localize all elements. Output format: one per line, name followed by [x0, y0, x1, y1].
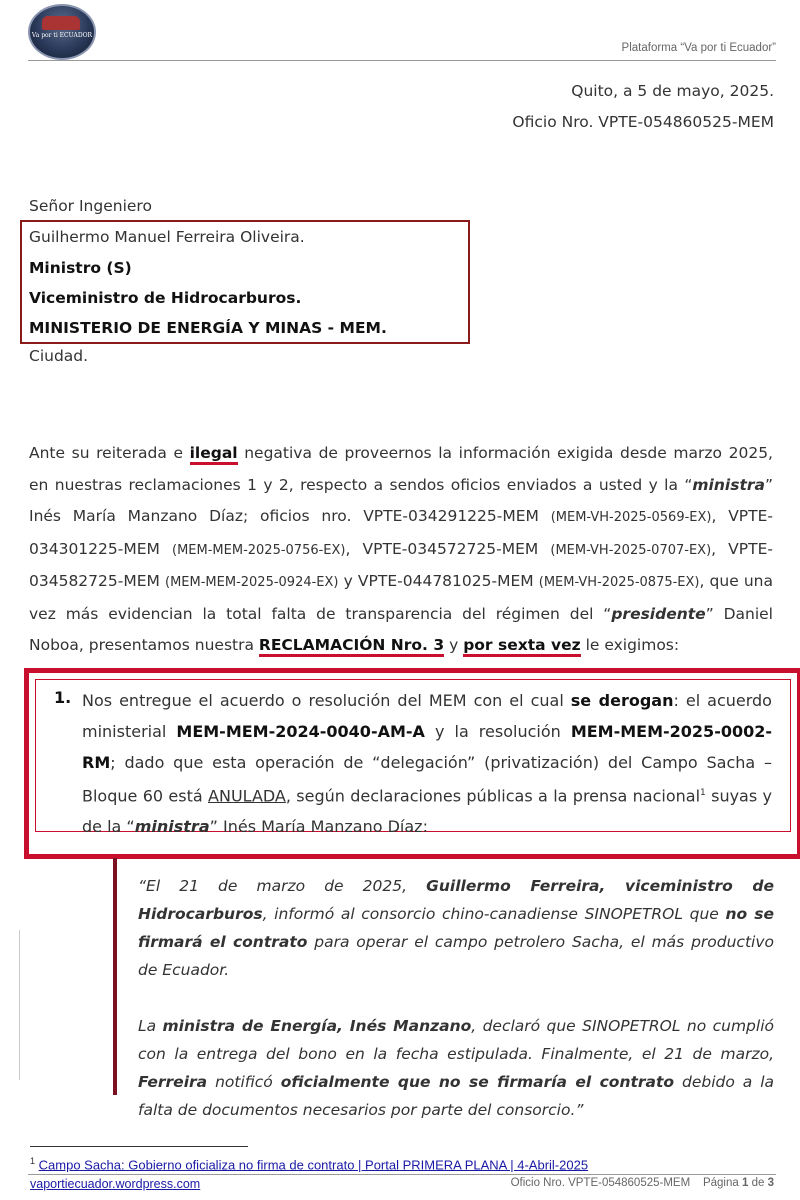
item-number: 1.	[54, 688, 72, 707]
footnote-ref[interactable]: 1	[700, 788, 706, 798]
footnote-divider	[30, 1146, 248, 1147]
recipient-city: Ciudad.	[29, 347, 89, 365]
ilegal-highlight: ilegal	[190, 444, 238, 465]
quote-paragraph-1: “El 21 de marzo de 2025, Guillermo Ferreira, viceministro de Hidrocarburos, informó al consorcio chino-canadiense SINOPETROL que no se firmará el contrato para operar el campo petrolero Sacha, el más productivo de Ecuador.	[138, 877, 774, 979]
footnote-link[interactable]: Campo Sacha: Gobierno oficializa no firma de contrato | Portal PRIMERA PLANA | 4-Abril-2025	[38, 1157, 589, 1173]
date-line: Quito, a 5 de mayo, 2025.	[571, 82, 774, 100]
logo-text: Va por ti ECUADOR	[31, 32, 93, 39]
recipient-name: Guilhermo Manuel Ferreira Oliveira.	[29, 228, 305, 246]
body-paragraph: Ante su reiterada e ilegal negativa de proveernos la información exigida desde marzo 2025, en nuestras reclamaciones 1 y 2, respecto a sendos oficios enviados a usted y la “ministra” Inés María Manzano Díaz; oficios nro. VPTE-034291225-MEM (MEM-VH-2025-0569-EX), VPTE-034301225-MEM (MEM-MEM-2025-0756-EX), VPTE-034572725-MEM (MEM-VH-2025-0707-EX), VPTE-034582725-MEM (MEM-MEM-2025-0924-EX) y VPTE-044781025-MEM (MEM-VH-2025-0875-EX), que una vez más evidencian la total falta de transparencia del régimen del “presidente” Daniel Noboa, presentamos nuestra RECLAMACIÓN Nro. 3 y por sexta vez le exigimos:	[29, 438, 773, 662]
header-divider	[28, 60, 776, 61]
salutation: Señor Ingeniero	[29, 197, 152, 215]
press-quote	[138, 872, 774, 1124]
demand-text: Nos entregue el acuerdo o resolución del MEM con el cual se derogan: el acuerdo ministerial MEM-MEM-2024-0040-AM-A y la resolución MEM-MEM-2025-0002-RM; dado que esta operación de “delegación” (privatización) del Campo Sacha – Bloque 60 está ANULADA, según declaraciones públicas a la prensa nacional$^1$ suyas y de la “ministra” Inés María Manzano Díaz:	[82, 691, 773, 837]
oficio-number: Oficio Nro. VPTE-054860525-MEM	[512, 113, 774, 131]
recipient-role-2: Viceministro de Hidrocarburos.	[29, 289, 302, 307]
logo	[28, 4, 96, 60]
reclamacion-highlight: RECLAMACIÓN Nro. 3	[259, 636, 444, 657]
footnote: $^1$ Campo Sacha: Gobierno oficializa no firma de contrato | Portal PRIMERA PLANA | 4-Abril-2025	[30, 1156, 589, 1173]
sexta-vez-highlight: por sexta vez	[463, 636, 580, 657]
quote-paragraph-2: La ministra de Energía, Inés Manzano, declaró que SINOPETROL no cumplió con la entrega del bono en la fecha estipulada. Finalmente, el 21 de marzo, Ferreira notificó oficialmente que no se firmaría el contrato debido a la falta de documentos necesarios por parte del consorcio.”	[138, 1017, 775, 1119]
logo-emblem	[42, 16, 80, 30]
platform-title: Plataforma “Va por ti Ecuador”	[621, 42, 776, 54]
quote-bar	[113, 858, 117, 1095]
footer-site-link[interactable]: vaportiecuador.wordpress.com	[30, 1177, 201, 1191]
footer-page-info: Oficio Nro. VPTE-054860525-MEM Página 1 de 3	[510, 1177, 774, 1189]
footer-divider	[28, 1174, 776, 1175]
recipient-role-1: Ministro (S)	[29, 259, 132, 277]
recipient-ministry: MINISTERIO DE ENERGÍA Y MINAS - MEM.	[29, 319, 387, 337]
margin-mark	[19, 930, 20, 1080]
